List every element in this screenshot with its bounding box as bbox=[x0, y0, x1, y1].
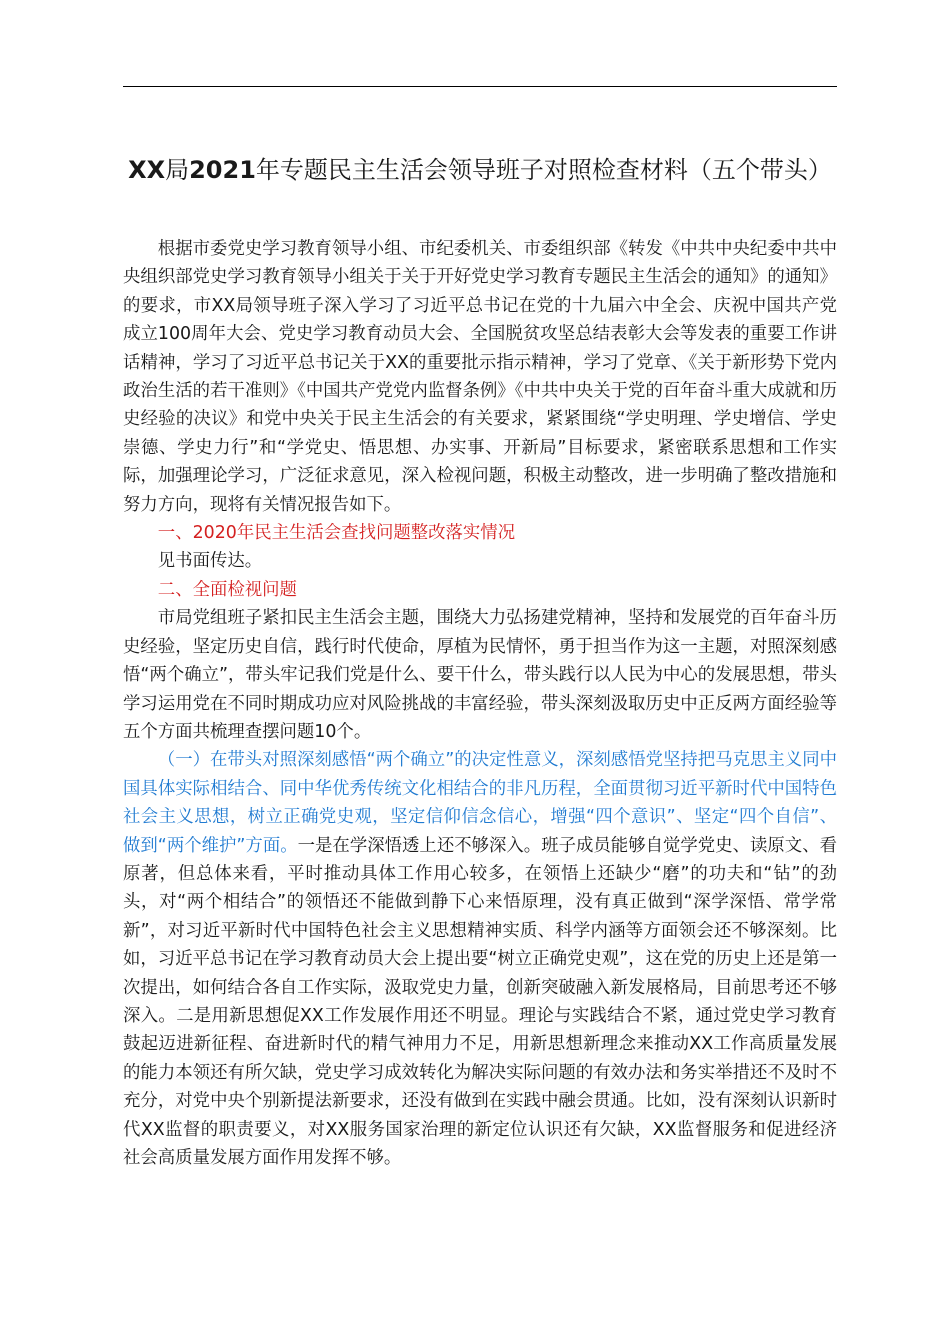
section-2-paragraph: 市局党组班子紧扣民主生活会主题，围绕大力弘扬建党精神，坚持和发展党的百年奋斗历史经验，坚定历史自信，践行时代使命，厚植为民情怀，勇于担当作为这一主题，对照深刻感悟“两个确立”，带头牢记我们党是什么、要干什么，带头践行以人民为中心的发展思想，带头学习运用党在不同时期成功应对风险挑战的丰富经验，带头深刻汲取历史中正反两方面经验等五个方面共梳理查摆问题10个。 bbox=[123, 608, 837, 742]
subsection-1-text: 一是在学深悟透上还不够深入。班子成员能够自觉学党史、读原文、看原著，但总体来看，平时推动具体工作用心较多，在领悟上还缺少“磨”的功夫和“钻”的劲头，对“两个相结合”的领悟还不能做到静下心来悟原理，没有真正做到“深学深悟、常学常新”，对习近平新时代中国特色社会主义思想精神实质、科学内涵等方面领会还不够深刻。比如，习近平总书记在学习教育动员大会上提出要“树立正确党史观”，这在党的历史上还是第一次提出，如何结合各自工作实际，汲取党史力量，创新突破融入新发展格局，目前思考还不够深入。二是用新思想促XX工作发展作用还不明显。理论与实践结合不紧，通过党史学习教育鼓起迈进新征程、奋进新时代的精气神用力不足，用新思想新理念来推动XX工作高质量发展的能力本领还有所欠缺，党史学习成效转化为解决实际问题的有效办法和务实举措还不及时不充分，对党中央个别新提法新要求，还没有做到在实践中融会贯通。比如，没有深刻认识新时代XX监督的职责要义，对XX服务国家治理的新定位认识还有欠缺，XX监督服务和促进经济社会高质量发展方面作用发挥不够。 bbox=[123, 835, 837, 1168]
header-rule bbox=[123, 86, 837, 87]
title-part-bureau: 局 bbox=[165, 156, 190, 184]
title-part-xx: XX bbox=[128, 156, 166, 184]
intro-paragraph: 根据市委党史学习教育领导小组、市纪委机关、市委组织部《转发《中共中央纪委中共中央组织部党史学习教育领导小组关于关于开好党史学习教育专题民主生活会的通知》的通知》的要求，市XX局领导班子深入学习了习近平总书记在党的十九届六中全会、庆祝中国共产党成立100周年大会、党史学习教育动员大会、全国脱贫攻坚总结表彰大会等发表的重要工作讲话精神，学习了习近平总书记关于XX的重要批示指示精神，学习了党章、《关于新形势下党内政治生活的若干准则》《中国共产党党内监督条例》《中共中央关于党的百年奋斗重大成就和历史经验的决议》和党中央关于民主生活会的有关要求，紧紧围绕“学史明理、学史增信、学史崇德、学史力行”和“学党史、悟思想、办实事、开新局”目标要求，紧密联系思想和工作实际，加强理论学习，广泛征求意见，深入检视问题，积极主动整改，进一步明确了整改措施和努力方向，现将有关情况报告如下。 bbox=[123, 239, 837, 515]
subsection-heading-1: （一）在带头对照深刻感悟“两个确立”的决定性意义，深刻感悟党坚持把马克思主义同中国具体实际相结合、同中华优秀传统文化相结合的非凡历程，全面贯彻习近平新时代中国特色社会主义思想，树立正确党史观，坚定信仰信念信心，增强“四个意识”、坚定“四个自信”、做到“两个维护”方面。 bbox=[123, 750, 837, 856]
section-heading-2: 二、全面检视问题 bbox=[157, 579, 297, 600]
title-part-year: 2021 bbox=[189, 156, 256, 184]
section-1-paragraph: 见书面传达。 bbox=[157, 551, 263, 572]
document-body bbox=[123, 235, 837, 1172]
section-heading-1: 一、2020年民主生活会查找问题整改落实情况 bbox=[157, 523, 516, 544]
title-part-rest: 年专题民主生活会领导班子对照检查材料（五个带头） bbox=[255, 156, 832, 184]
document-title bbox=[123, 144, 837, 196]
subsection-1-paragraph bbox=[123, 746, 837, 1172]
